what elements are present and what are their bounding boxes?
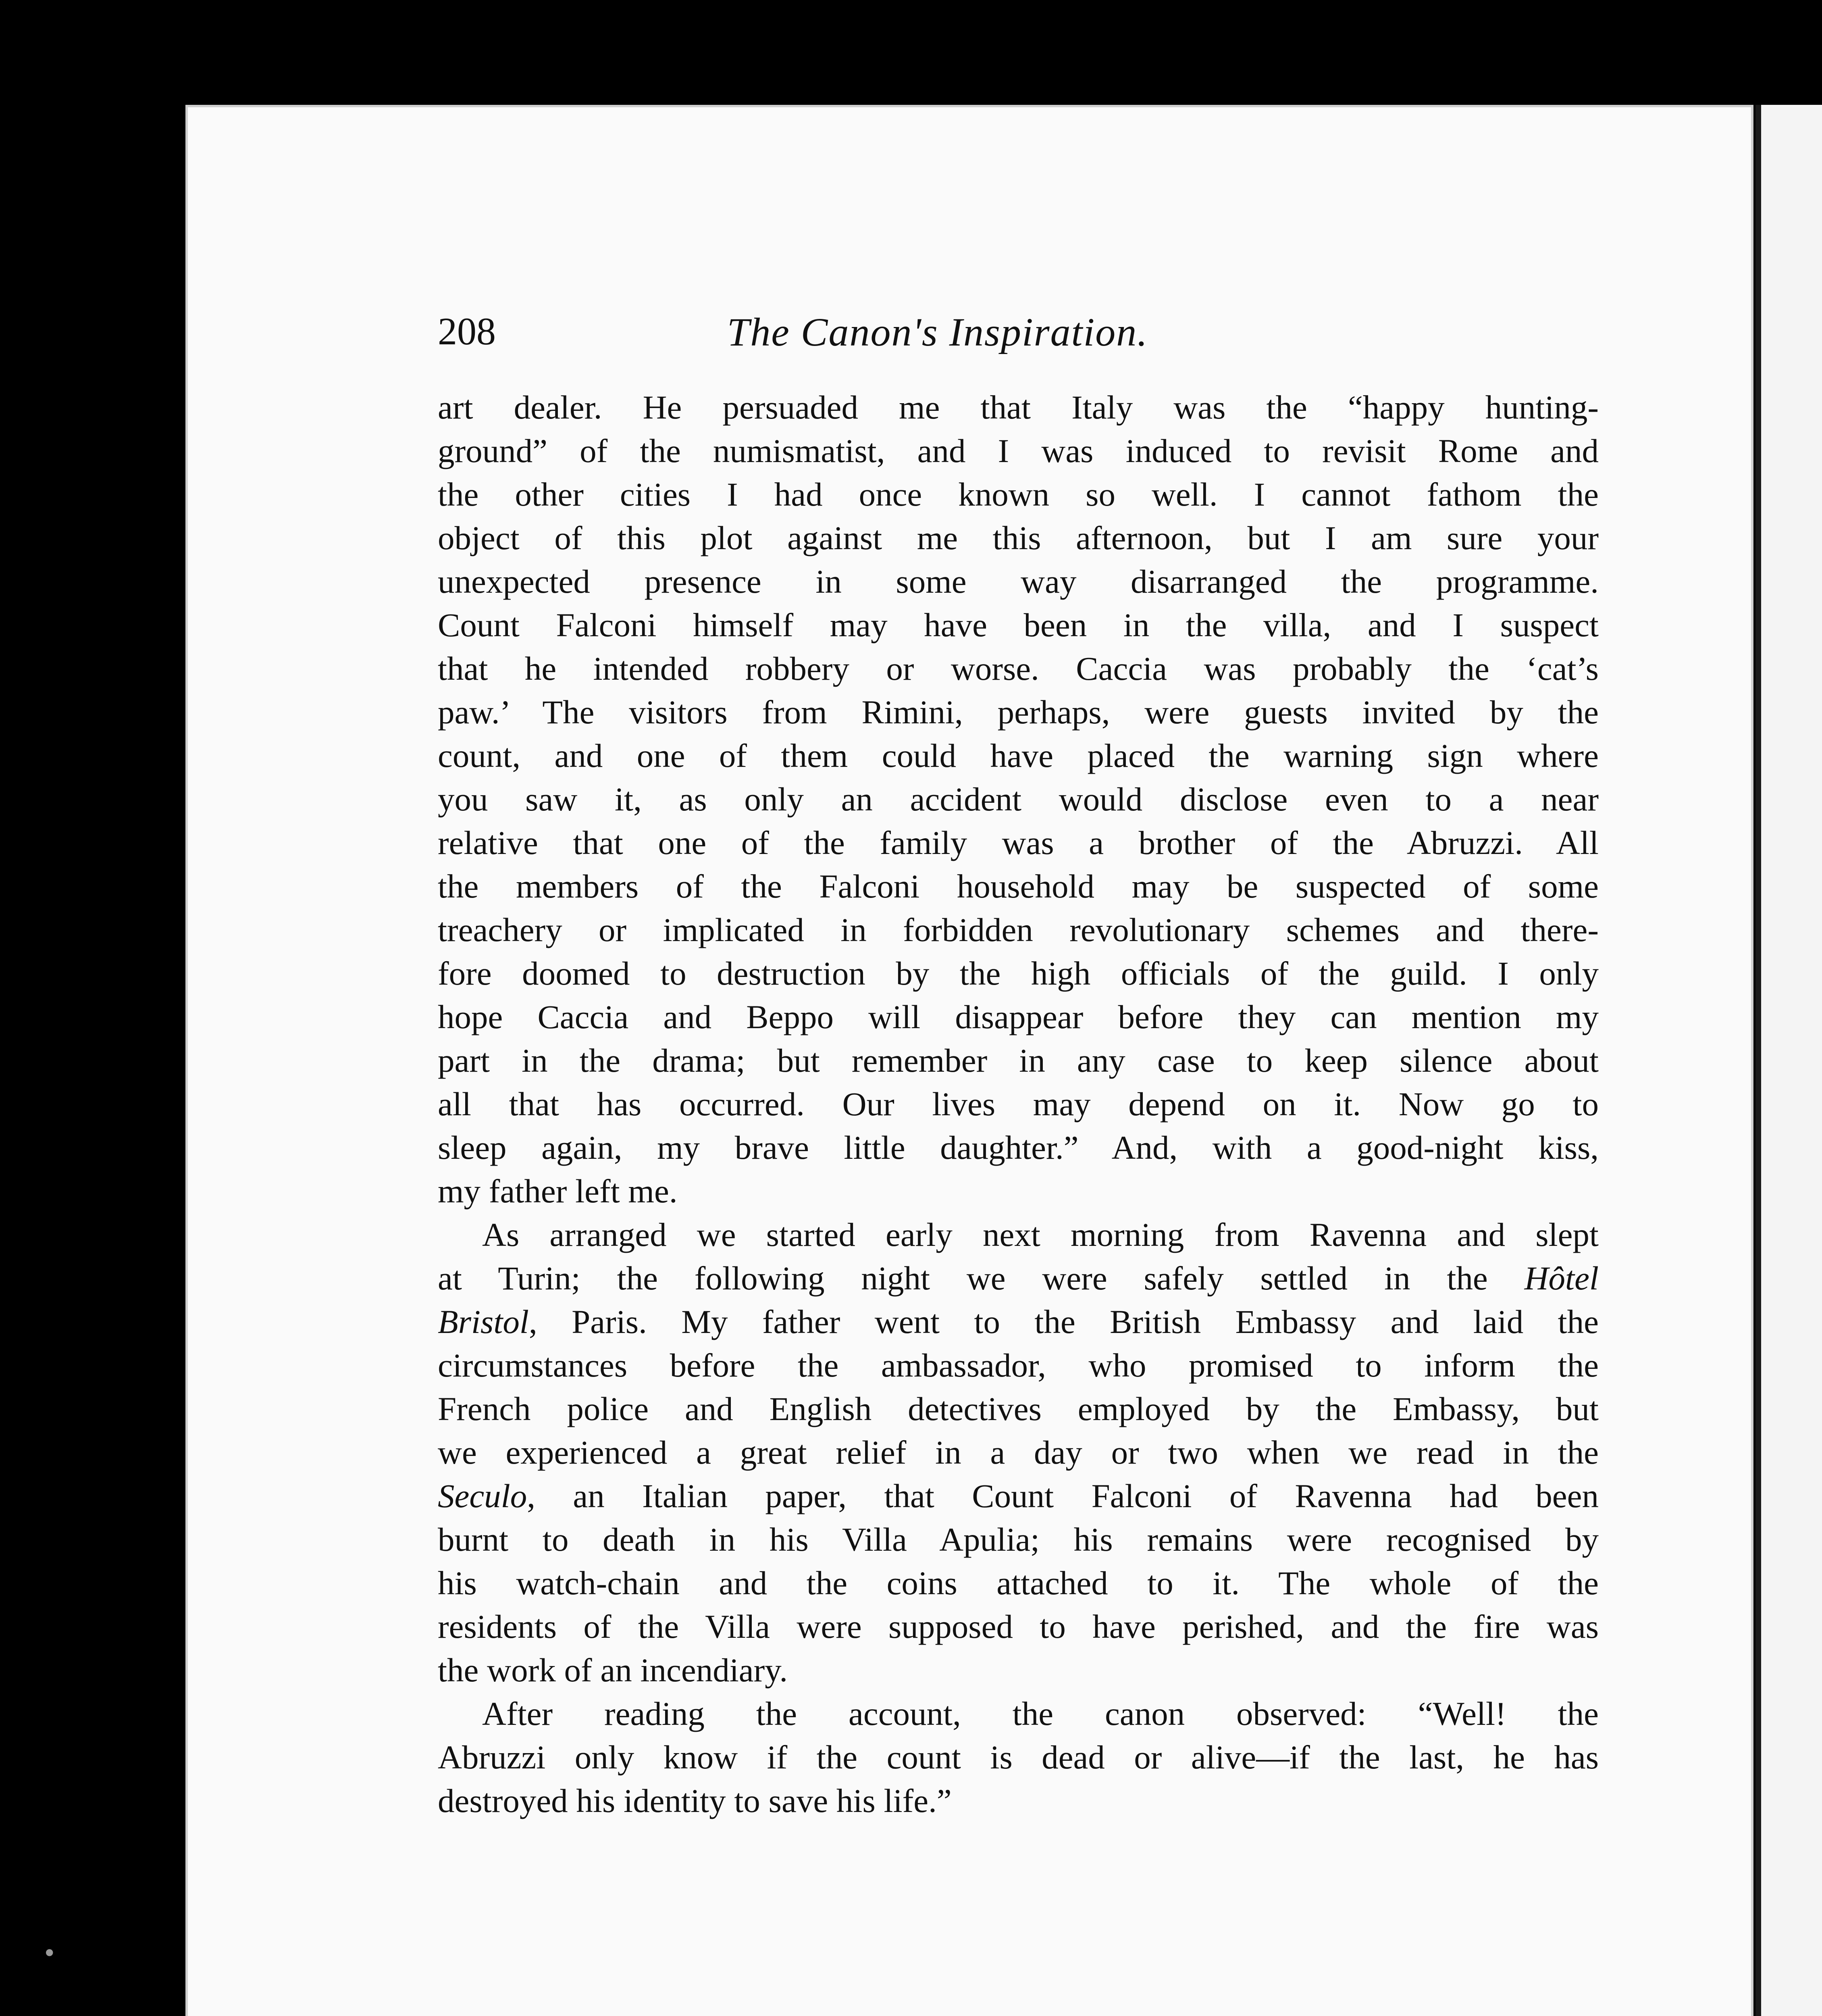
line-text: his watch-chain and the coins attached to it. The whole of the — [438, 1564, 1599, 1602]
text-line — [438, 1648, 1599, 1692]
book-page — [185, 105, 1753, 2016]
text-line — [438, 1431, 1599, 1474]
text-line — [438, 603, 1599, 647]
text-line — [438, 777, 1599, 821]
text-line — [438, 690, 1599, 734]
line-text: ground” of the numismatist, and I was induced to revisit Rome and — [438, 432, 1599, 469]
text-line — [438, 734, 1599, 777]
line-text: French police and English detectives employed by the Embassy, but — [438, 1390, 1599, 1427]
line-text: Count Falconi himself may have been in the villa, and I suspect — [438, 606, 1599, 644]
text-line — [438, 864, 1599, 908]
line-text: As arranged we started early next morning from Ravenna and slept — [482, 1216, 1599, 1253]
line-text: , an Italian paper, that Count Falconi of Ravenna had been — [527, 1477, 1599, 1514]
line-text: object of this plot against me this afternoon, but I am sure your — [438, 519, 1599, 556]
line-text: count, and one of them could have placed the warning sign where — [438, 737, 1599, 774]
text-line — [438, 1387, 1599, 1431]
line-text: at Turin; the following night we were safely settled in the — [438, 1260, 1525, 1297]
text-line — [438, 1300, 1599, 1343]
text-line — [438, 1039, 1599, 1082]
line-text: , Paris. My father went to the British Embassy and laid the — [528, 1303, 1599, 1340]
line-text: relative that one of the family was a brother of the Abruzzi. All — [438, 824, 1599, 861]
text-line — [438, 1256, 1599, 1300]
text-line — [438, 1779, 1599, 1822]
body-text — [438, 385, 1599, 1822]
text-line — [438, 1735, 1599, 1779]
line-text: the other cities I had once known so well. I cannot fathom the — [438, 476, 1599, 513]
line-text: you saw it, as only an accident would disclose even to a near — [438, 781, 1599, 818]
text-line — [438, 1169, 1599, 1213]
text-line — [438, 473, 1599, 516]
text-line — [438, 1692, 1599, 1735]
line-text: treachery or implicated in forbidden revolutionary schemes and there- — [438, 911, 1599, 948]
text-line — [438, 995, 1599, 1039]
line-text: residents of the Villa were supposed to have perished, and the fire was — [438, 1608, 1599, 1645]
line-text: the work of an incendiary. — [438, 1652, 788, 1689]
text-line — [438, 1605, 1599, 1648]
line-text: art dealer. He persuaded me that Italy was the “happy hunting- — [438, 389, 1599, 426]
line-text: my father left me. — [438, 1173, 678, 1210]
scan-speck: • — [42, 1939, 57, 1968]
text-line — [438, 647, 1599, 690]
line-text: paw.’ The visitors from Rimini, perhaps, were guests invited by the — [438, 694, 1599, 731]
line-text: the members of the Falconi household may be suspected of some — [438, 868, 1599, 905]
text-line — [438, 908, 1599, 952]
text-line — [438, 1213, 1599, 1256]
line-text: hope Caccia and Beppo will disappear before they can mention my — [438, 998, 1599, 1035]
text-line — [438, 1518, 1599, 1561]
line-text: that he intended robbery or worse. Caccia was probably the ‘cat’s — [438, 650, 1599, 687]
text-line — [438, 821, 1599, 864]
line-text: burnt to death in his Villa Apulia; his remains were recognised by — [438, 1521, 1599, 1558]
text-line — [438, 1126, 1599, 1169]
running-title: The Canon's Inspiration. — [727, 310, 1148, 354]
line-text: fore doomed to destruction by the high officials of the guild. I only — [438, 955, 1599, 992]
text-line — [438, 1561, 1599, 1605]
line-text: After reading the account, the canon observed: “Well! the — [482, 1695, 1599, 1732]
italic-text: Seculo — [438, 1477, 527, 1514]
text-line — [438, 1474, 1599, 1518]
text-line — [438, 1343, 1599, 1387]
text-line — [438, 560, 1599, 603]
page-number: 208 — [438, 310, 496, 353]
text-line — [438, 952, 1599, 995]
text-line — [438, 516, 1599, 560]
line-text: part in the drama; but remember in any case to keep silence about — [438, 1042, 1599, 1079]
text-line — [438, 1082, 1599, 1126]
line-text: unexpected presence in some way disarranged the programme. — [438, 563, 1599, 600]
line-text: sleep again, my brave little daughter.” And, with a good-night kiss, — [438, 1129, 1599, 1166]
line-text: all that has occurred. Our lives may depend on it. Now go to — [438, 1085, 1599, 1123]
italic-text: Hôtel — [1524, 1260, 1599, 1297]
adjacent-page-edge — [1755, 105, 1822, 2016]
page-header — [438, 309, 1437, 365]
italic-text: Bristol — [438, 1303, 529, 1340]
line-text: circumstances before the ambassador, who promised to inform the — [438, 1347, 1599, 1384]
text-line — [438, 385, 1599, 429]
line-text: destroyed his identity to save his life.” — [438, 1782, 952, 1819]
line-text: we experienced a great relief in a day or two when we read in the — [438, 1434, 1599, 1471]
line-text: Abruzzi only know if the count is dead or alive—if the last, he has — [438, 1739, 1599, 1776]
text-line — [438, 429, 1599, 473]
